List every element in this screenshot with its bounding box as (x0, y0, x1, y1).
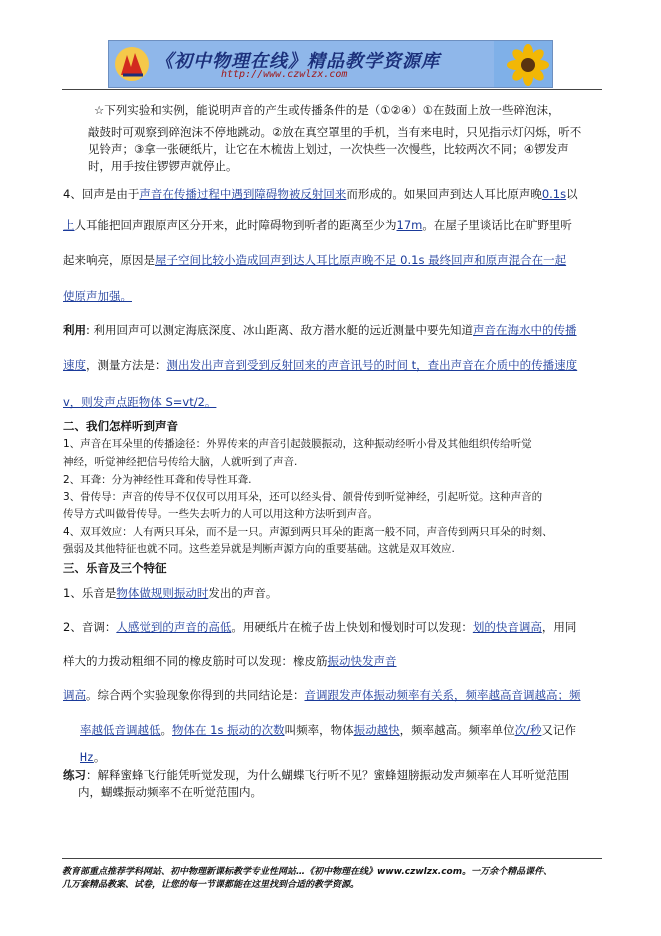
use-blank: 速度 (63, 358, 86, 372)
sec2-p4-line-2: 强弱及其他特征也就不同。这些差异就是判断声源方向的重要基础。这就是双耳效应. (63, 543, 455, 555)
sec3-text: ，用同 (541, 620, 577, 634)
sec3-blank: 人感觉到的声音的高低 (116, 620, 232, 634)
sec3-blank: 音调跟发声体振动频率有关系，频率越高音调越高；频 (304, 688, 581, 702)
echo-blank: 0.1s (541, 187, 567, 201)
question-line-1 (94, 103, 560, 118)
sec3-p2 (63, 620, 576, 635)
echo-text: 而形成的。如果回声到达人耳比原声晚 (346, 187, 542, 201)
echo-text: 4、回声是由于 (63, 187, 140, 201)
sec3-p4 (63, 688, 581, 703)
use-blank: v，则发声点距物体 S=vt/2。 (63, 395, 217, 409)
header-banner (108, 40, 553, 88)
use-blank: 声音在海水中的传播 (473, 323, 577, 337)
sec3-text: 1、乐音是 (63, 586, 117, 600)
echo-text: 以 (566, 187, 578, 201)
use-line-2 (63, 358, 577, 373)
sec3-blank: 振动快发声音 (327, 654, 397, 668)
section-3-title: 三、乐音及三个特征 (63, 561, 167, 575)
practice-line-1 (63, 768, 569, 783)
echo-line-4 (63, 289, 132, 304)
practice-label: 练习 (63, 768, 86, 782)
echo-blank: 上 (63, 218, 75, 232)
question-answer: ①②④ (380, 103, 412, 117)
sec3-text: 。 (160, 723, 172, 737)
echo-text: 起来响亮，原因是 (63, 253, 155, 267)
sunflower-icon (494, 41, 552, 88)
sec2-p3-line-1: 3、骨传导：声音的传导不仅仅可以用耳朵，还可以经头骨、颌骨传到听觉神经，引起听觉。这种声音的 (63, 491, 543, 503)
footer-line-1: 教育部重点推荐学科网站、初中物理新课标教学专业性网站…《初中物理在线》www.czwlzx.com。一万余个精品课件、 (62, 867, 553, 877)
sec3-blank: 划的快音调高 (472, 620, 542, 634)
echo-line-3 (63, 253, 566, 268)
sec3-blank: 调高 (63, 688, 86, 702)
sec3-text: 。用硬纸片在梳子齿上快划和慢划时可以发现： (231, 620, 473, 634)
use-line-1 (63, 323, 577, 338)
sec3-p5 (80, 723, 576, 738)
sec2-p4-line-1: 4、双耳效应：人有两只耳朵，而不是一只。声源到两只耳朵的距离一般不同，声音传到两只耳朵的时刻、 (63, 526, 553, 538)
sec2-p1-line-2: 神经，听觉神经把信号传给大脑，人就听到了声音. (63, 456, 298, 468)
echo-text: 。在屋子里谈话比在旷野里听 (422, 218, 572, 232)
sec2-p3-line-2: 传导方式叫做骨传导。一些失去听力的人可以用这种方法听到声音。 (63, 508, 378, 520)
echo-blank: 屋子空间比较小造成回声到达人耳比原声晚不足 0.1s 最终回声和原声混合在一起 (155, 253, 567, 267)
sec3-text: ，频率越高。频率单位 (399, 723, 515, 737)
sec3-text: 又记作 (541, 723, 576, 737)
echo-text: 人耳能把回声跟原声区分开来，此时障碍物到听者的距离至少为 (74, 218, 397, 232)
use-text: : 利用回声可以测定海底深度、冰山距离、敌方潜水艇的远近测量中要先知道 (86, 323, 474, 337)
use-text: ，测量方法是： (86, 358, 167, 372)
logo-icon (113, 45, 151, 83)
question-line-2: 敲鼓时可观察到碎泡沫不停地跳动。②放在真空罩里的手机，当有来电时，只见指示灯闪烁，听不 (88, 125, 582, 139)
sec3-blank: 物体做规则振动时 (116, 586, 209, 600)
use-blank: 测出发出声音到受到反射回来的声音讯号的时间 t，查出声音在介质中的传播速度 (166, 358, 578, 372)
section-2-title: 二、我们怎样听到声音 (63, 419, 178, 433)
use-label: 利用 (63, 323, 86, 337)
echo-line-2 (63, 218, 572, 233)
sec3-text: 。 (93, 750, 106, 764)
banner-url[interactable]: http://www.czwlzx.com (221, 69, 348, 80)
practice-text: ：解释蜜蜂飞行能凭听觉发现，为什么蝴蝶飞行听不见？蜜蜂翅膀振动发声频率在人耳听觉范围 (86, 768, 569, 782)
echo-blank: 使原声加强。 (63, 289, 132, 303)
sec2-p1-line-1: 1、声音在耳朵里的传播途径：外界传来的声音引起鼓膜振动，这种振动经听小骨及其他组织传给听觉 (63, 438, 532, 450)
question-stem: ☆下列实验和实例，能说明声音的产生或传播条件的是（ (94, 103, 381, 117)
sec2-p2: 2、耳聋：分为神经性耳聋和传导性耳聋. (63, 474, 252, 486)
question-line-3: 见铃声；③拿一张硬纸片，让它在木梳齿上划过，一次快些一次慢些，比较两次不同；④锣发声 (88, 142, 569, 156)
sec3-blank: 率越低音调越低 (80, 723, 161, 737)
header-rule (62, 89, 602, 90)
sec3-blank: Hz (80, 750, 94, 764)
sec3-text: 。综合两个实验现象你得到的共同结论是： (86, 688, 305, 702)
sec3-p6 (80, 750, 105, 765)
echo-blank: 声音在传播过程中遇到障碍物被反射回来 (139, 187, 347, 201)
footer-rule (62, 858, 602, 859)
sec3-text: 2、音调： (63, 620, 117, 634)
banner-title: 《初中物理在线》精品教学资源库 (155, 51, 440, 72)
use-line-3 (63, 395, 216, 410)
question-option-1: ）①在鼓面上放一些碎泡沫， (411, 103, 560, 117)
footer-line-2: 几万套精品教案、试卷，让您的每一节课都能在这里找到合适的教学资源。 (62, 880, 360, 890)
sec3-p3 (63, 654, 397, 669)
sec3-text: 样大的力拨动粗细不同的橡皮筋时可以发现：橡皮筋 (63, 654, 328, 668)
sec3-blank: 次/秒 (514, 723, 542, 737)
echo-blank: 17m (396, 218, 423, 232)
echo-line-1 (63, 187, 578, 202)
practice-line-2: 内，蝴蝶振动频率不在听觉范围内。 (78, 785, 262, 799)
sec3-blank: 振动越快 (353, 723, 400, 737)
sec3-text: 叫频率，物体 (284, 723, 354, 737)
question-line-4: 时，用手按住锣锣声就停止。 (88, 159, 238, 173)
sec3-text: 发出的声音。 (208, 586, 278, 600)
sec3-blank: 物体在 1s 振动的次数 (172, 723, 285, 737)
sec3-p1 (63, 586, 277, 601)
